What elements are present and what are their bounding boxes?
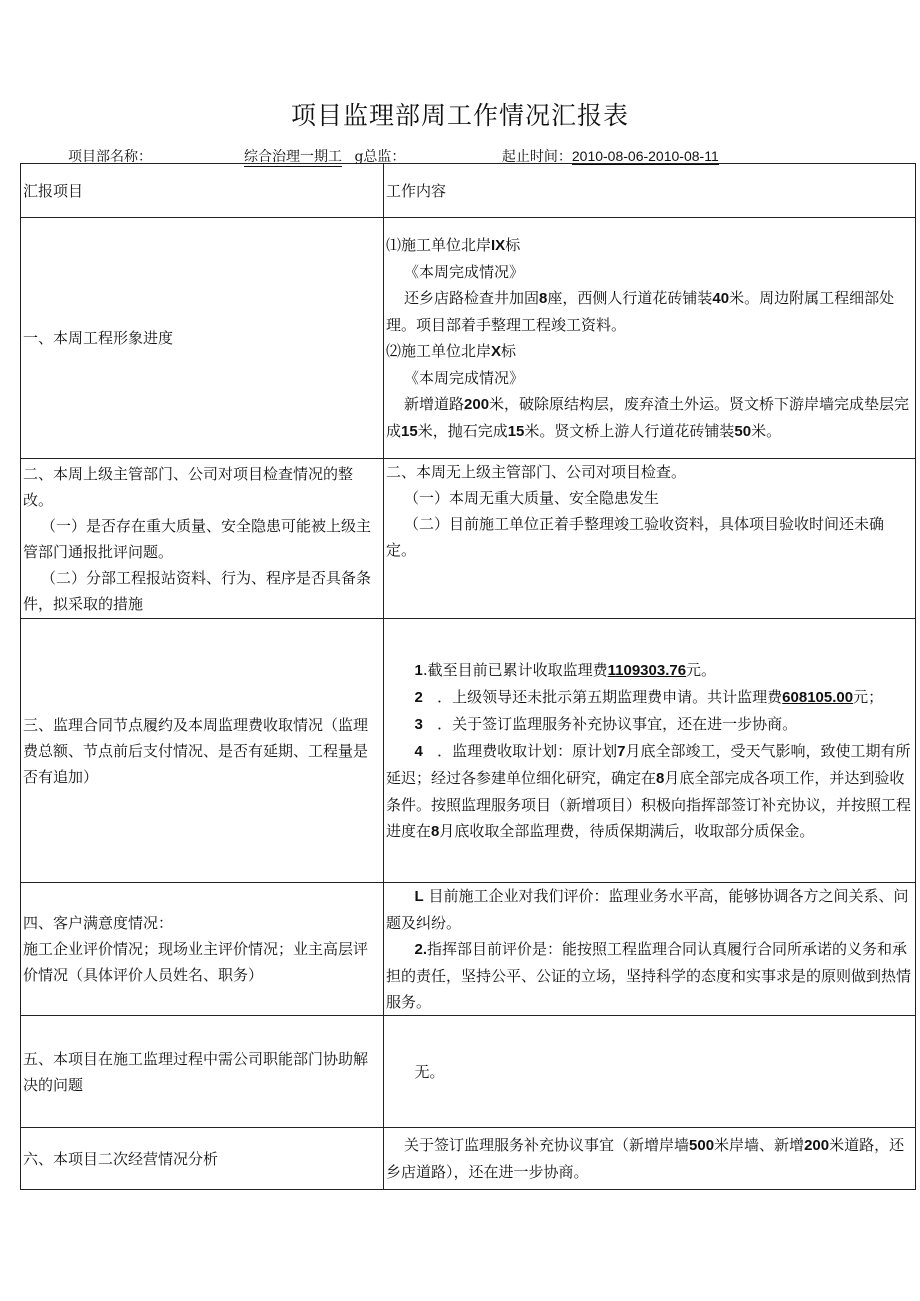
fee-item-3: 3 ．关于签订监理服务补充协议事宜，还在进一步协商。 bbox=[414, 714, 798, 733]
inspection-content-1: 二、本周无上级主管部门、公司对项目检查。 bbox=[386, 463, 687, 481]
supervisor-blank-line bbox=[405, 149, 497, 164]
supervisor-label: g总监： bbox=[354, 149, 406, 165]
row-satisfaction-label bbox=[21, 883, 384, 1016]
completion-heading-1: 《本周完成情况》 bbox=[404, 262, 525, 281]
row-contract-fees bbox=[21, 619, 916, 883]
row-secondary-business-label: 六、本项目二次经营情况分析 bbox=[21, 1128, 384, 1190]
row-secondary-business bbox=[21, 1128, 916, 1190]
satisfaction-label-1: 四、客户满意度情况： bbox=[23, 914, 174, 932]
inspection-label-2: （一）是否存在重大质量、安全隐患可能被上级主管部门通报批评问题。 bbox=[23, 516, 372, 561]
fee-item-4: 4 ．监理费收取计划：原计划7月底全部竣工，受天气影响，致使工期有所延迟；经过各参建单位细化研究，确定在8月底全部完成各项工作，并达到验收条件。按照监理服务项目（新增项目）积极向指挥部签订补充协议，并按照工程进度在8月底收取全部监理费，待质保期满后，收取部分质保金。 bbox=[386, 741, 912, 840]
row-assistance bbox=[21, 1016, 916, 1128]
row-assistance-label: 五、本项目在施工监理过程中需公司职能部门协助解决的问题 bbox=[21, 1016, 384, 1128]
row-satisfaction bbox=[21, 883, 916, 1016]
row-satisfaction-content bbox=[384, 883, 916, 1016]
row-inspection-label bbox=[21, 459, 384, 619]
completion-text-2: 新增道路200米，破除原结构层，废弃渣土外运。贤文桥下游岸墙完成垫层完成15米，抛石完成15米。贤文桥上游人行道花砖铺装50米。 bbox=[386, 394, 910, 440]
contractor-x-line: ⑵施工单位北岸X标 bbox=[386, 341, 517, 360]
inspection-label-3: （二）分部工程报站资料、行为、程序是否具备条件，拟采取的措施 bbox=[23, 568, 372, 613]
completion-heading-2: 《本周完成情况》 bbox=[404, 368, 525, 387]
contractor-ix-line: ⑴施工单位北岸IX标 bbox=[386, 235, 521, 254]
completion-text-1: 还乡店路检查井加固8座，西侧人行道花砖铺装40米。周边附属工程细部处理。项目部着手整理工程竣工资料。 bbox=[386, 288, 895, 334]
header-col-content: 工作内容 bbox=[384, 164, 916, 218]
header-row bbox=[21, 164, 916, 218]
fee-item-2: 2 ．上级领导还未批示第五期监理费申请。共计监理费608105.00元； bbox=[414, 687, 884, 706]
row-progress-content bbox=[384, 218, 916, 459]
row-contract-fees-content bbox=[384, 619, 916, 883]
row-secondary-business-content bbox=[384, 1128, 916, 1190]
satisfaction-label-2: 施工企业评价情况；现场业主评价情况；业主高层评价情况（具体评价人员姓名、职务） bbox=[23, 940, 369, 984]
row-progress-label: 一、本周工程形象进度 bbox=[21, 218, 384, 459]
secondary-business-text: 关于签订监理服务补充协议事宜（新增岸墙500米岸墙、新增200米道路，还乡店道路），还在进一步协商。 bbox=[386, 1136, 905, 1181]
dept-label: 项目部名称： bbox=[68, 149, 152, 165]
row-contract-fees-label: 三、监理合同节点履约及本周监理费收取情况（监理费总额、节点前后支付情况、是否有延期、工程量是否有追加） bbox=[21, 619, 384, 883]
dept-blank-line bbox=[152, 149, 244, 164]
inspection-label-1: 二、本周上级主管部门、公司对项目检查情况的整改。 bbox=[23, 464, 354, 509]
inspection-content-2: （一）本周无重大质量、安全隐患发生 bbox=[404, 489, 660, 507]
inspection-content-3: （二）目前施工单位正着手整理竣工验收资料，具体项目验收时间还未确定。 bbox=[386, 515, 885, 559]
period-value: 2010-08-06-2010-08-11 bbox=[571, 148, 719, 164]
row-assistance-content: 无。 bbox=[384, 1016, 916, 1128]
satisfaction-item-2: 2.指挥部目前评价是：能按照工程监理合同认真履行合同所承诺的义务和承担的责任，坚持公平、公证的立场，坚持科学的态度和实事求是的原则做到热情服务。 bbox=[386, 940, 912, 1011]
satisfaction-item-1: L 目前施工企业对我们评价：监理业务水平高，能够协调各方之间关系、问题及纠纷。 bbox=[386, 887, 909, 932]
row-progress bbox=[21, 218, 916, 459]
report-table bbox=[20, 163, 916, 1190]
period-label: 起止时间： bbox=[501, 149, 572, 165]
row-inspection-content bbox=[384, 459, 916, 619]
row-inspection bbox=[21, 459, 916, 619]
page-title: 项目监理部周工作情况汇报表 bbox=[290, 101, 629, 130]
header-col-project: 汇报项目 bbox=[21, 164, 384, 218]
dept-value: 综合治理一期工 bbox=[244, 146, 342, 167]
fee-item-1: 1.截至目前已累计收取监理费1109303.76元。 bbox=[414, 660, 717, 679]
